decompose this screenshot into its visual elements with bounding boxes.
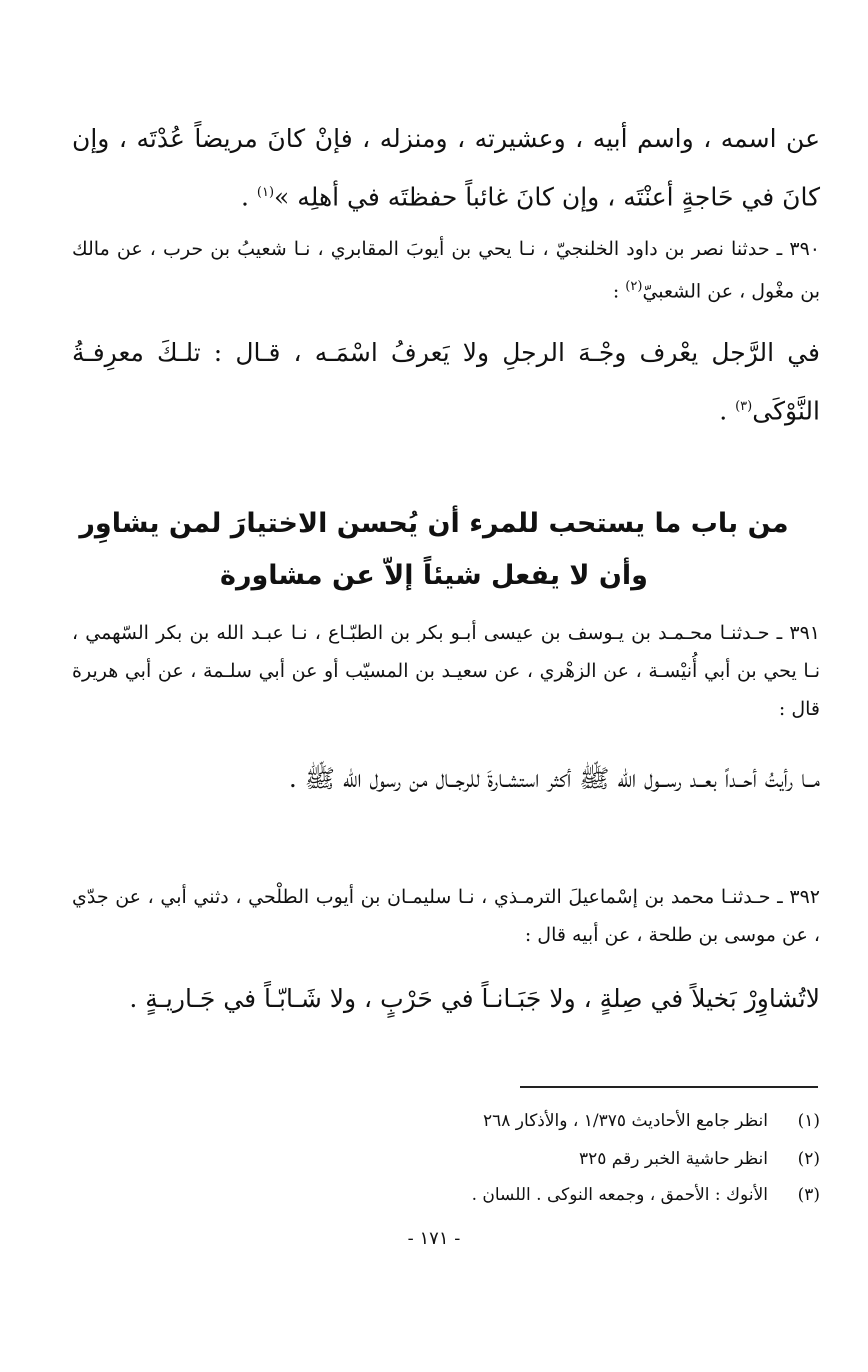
- isnad-end: :: [612, 280, 626, 303]
- hadith-390-text: [72, 326, 820, 438]
- footnote-text: انظر جامع الأحاديث ١/٣٧٥ ، والأذكار ٢٦٨: [483, 1111, 768, 1131]
- footnote-3: [380, 1180, 820, 1210]
- paragraph-text: عن اسمه ، واسم أبيه ، وعشيرته ، ومنزله ، فإنْ كانَ مريضاً عُدْتَه ، وإن كانَ في حَاجةٍ أعنْتَه ، وإن كانَ غائباً حفظتَه في أهلِه »: [72, 124, 820, 212]
- footnote-separator: [520, 1086, 818, 1088]
- paragraph-continuation: [72, 112, 820, 224]
- footnote-number: (١): [797, 1111, 820, 1131]
- footnote-number: (٣): [797, 1185, 820, 1205]
- paragraph-end: .: [241, 182, 257, 212]
- footnote-2: [380, 1144, 820, 1174]
- matn-end: .: [719, 396, 736, 426]
- hadith-391-text: مــا رأيتُ أحــداً بعــد رســول الله ﷺ أكثر استشـارةَ للرجــال من رسول الله ﷺ .: [288, 764, 820, 793]
- footnote-text: انظر حاشية الخبر رقم ٣٢٥: [578, 1149, 768, 1169]
- hadith-392-chain: ٣٩٢ ـ حـدثنـا محمد بن إسْماعيلَ الترمـذي ، نـا سليمـان بن أيوب الطلْحي ، دثني أبي ، عن جدّي ، عن موسى بن طلحة ، عن أبيه قال :: [72, 886, 820, 946]
- chapter-heading-line-1: من باب ما يستحب للمرء أن يُحسن الاختيارَ لمن يشاوِر: [79, 508, 789, 539]
- footnote-ref-1: (١): [256, 185, 275, 200]
- chapter-heading: [60, 498, 808, 602]
- hadith-392-text: لاتُشاوِرْ بَخيلاً في صِلةٍ ، ولا جَبَـانـاً في حَرْبٍ ، ولا شَـابّـاً في جَـاريـةٍ .: [129, 984, 820, 1013]
- footnote-ref-2: (٢): [625, 279, 643, 294]
- isnad-text: ٣٩٠ ـ حدثنا نصر بن داود الخلنجيّ ، نـا يحي بن أيوبَ المقابري ، نـا شعيبُ بن حرب ، عن مالك بن مغْول ، عن الشعبيّ: [72, 238, 820, 303]
- footnote-ref-3: (٣): [735, 399, 753, 414]
- footnote-number: (٢): [797, 1149, 820, 1169]
- footnote-text: الأنوك : الأحمق ، وجمعه النوكى . اللسان .: [471, 1185, 768, 1205]
- hadith-391-chain: ٣٩١ ـ حـدثنـا محـمـد بن يـوسف بن عيسى أبـو بكر بن الطبّـاع ، نـا عبـد الله بن بكر السّهمي ، نـا يحي بن أبي أُنيْسـة ، عن الزهْري ، عن سعيـد بن المسيّب أو عن أبي سلـمة ، عن أبي هريرة قال :: [72, 622, 820, 720]
- matn-text: في الرَّجل يعْرف وجْـهَ الرجلِ ولا يَعرفُ اسْمَـه ، قـال : تلـكَ معرِفـةُ النَّوْكَى: [72, 338, 820, 426]
- chapter-heading-line-2: وأن لا يفعل شيئاً إلاّ عن مشاورة: [220, 560, 648, 591]
- page-number: - ١٧١ -: [407, 1228, 461, 1249]
- hadith-390-chain: [72, 230, 820, 310]
- footnote-1: [380, 1106, 820, 1136]
